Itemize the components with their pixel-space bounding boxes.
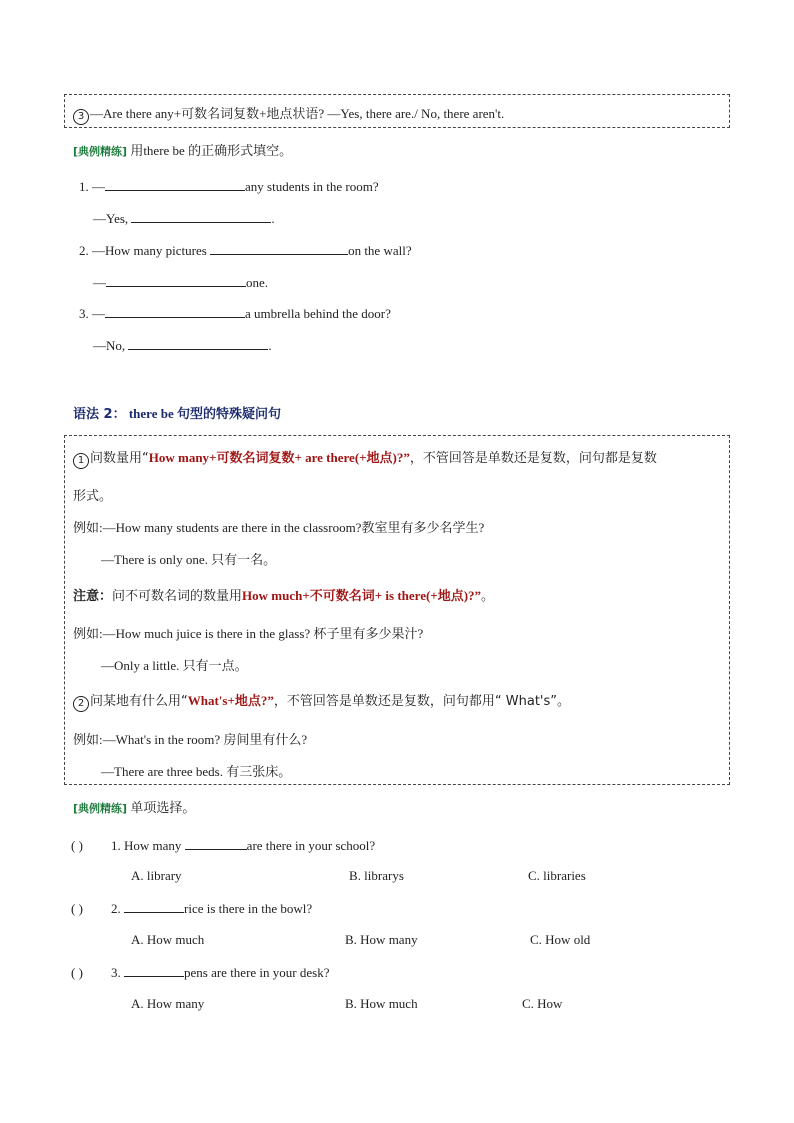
answer-blank[interactable] (105, 305, 245, 318)
question-1b (93, 210, 275, 227)
question-prefix: — (92, 306, 105, 321)
example-2-question: 例如:—How much juice is there in the glass? 杯子里有多少果汁? (73, 626, 424, 641)
rule-1-continuation: 形式。 (73, 489, 113, 504)
question-number: 3. (79, 306, 89, 321)
question-text: rice is there in the bowl? (184, 901, 313, 916)
question-2b (93, 274, 268, 291)
question-1a (79, 178, 379, 195)
example-2-answer: —Only a little. 只有一点。 (101, 658, 248, 673)
question-number: 2. (79, 243, 89, 258)
option-a[interactable]: A. library (131, 868, 182, 883)
option-a[interactable]: A. How many (131, 996, 205, 1011)
answer-blank[interactable] (124, 900, 184, 913)
question-3a (79, 305, 391, 322)
grammar-title: 句型的特殊疑问句 (176, 407, 281, 422)
question-text: one. (246, 275, 269, 290)
practice-instruction: 用there be 的正确形式填空。 (130, 143, 293, 158)
rule-1-line (73, 447, 657, 469)
rule-text: ，不管回答是单数还是复数，问句都是复数 (409, 451, 657, 466)
circled-number: 1 (73, 453, 89, 469)
answer-blank[interactable] (105, 178, 245, 191)
note-label: 注意： (73, 589, 113, 604)
option-c[interactable]: C. libraries (528, 868, 586, 883)
mc-question-3 (71, 964, 329, 981)
rule-2-line (73, 690, 570, 712)
question-prefix: — (93, 275, 106, 290)
question-2a (79, 242, 412, 259)
example-3-question: 例如:—What's in the room? 房间里有什么? (73, 732, 308, 747)
question-prefix: —Yes, (93, 211, 129, 226)
grammar-keyword: there be (128, 406, 174, 421)
rule3-line (73, 103, 504, 125)
answer-paren[interactable]: ( ) (71, 901, 83, 916)
practice2-header (73, 797, 195, 816)
answer-blank[interactable] (131, 210, 271, 223)
question-text: any students in the room? (245, 179, 379, 194)
question-text: . (268, 338, 272, 353)
question-text: pens are there in your desk? (184, 965, 330, 980)
option-b[interactable]: B. How much (345, 996, 418, 1011)
example-1-answer: —There is only one. 只有一名。 (101, 552, 277, 567)
question-text: on the wall? (348, 243, 412, 258)
rule-formula: What's+地点?” (187, 693, 274, 708)
note-text: 问不可数名词的数量用 (112, 589, 243, 604)
answer-blank[interactable] (124, 964, 184, 977)
circled-number: 2 (73, 696, 89, 712)
answer-paren[interactable]: ( ) (71, 965, 83, 980)
grammar-label: 语法 2： (73, 407, 126, 422)
question-prefix: —No, (93, 338, 126, 353)
answer-blank[interactable] (106, 274, 246, 287)
question-text: a umbrella behind the door? (245, 306, 391, 321)
circled-number: 3 (73, 109, 89, 125)
mc-question-2 (71, 900, 312, 917)
question-number: 3. (111, 965, 121, 980)
practice-tag: [典例精练] (73, 145, 128, 158)
rule-text: 问某地有什么用“ (90, 694, 188, 709)
rule3-text: —Are there any+可数名词复数+地点状语? —Yes, there are./ No, there aren't. (90, 106, 505, 121)
question-3b (93, 337, 272, 354)
answer-blank[interactable] (210, 242, 348, 255)
grammar2-heading (73, 403, 281, 422)
option-b[interactable]: B. How many (345, 932, 418, 947)
question-number: 2. (111, 901, 121, 916)
note-line (73, 585, 494, 604)
rule-text: ，不管回答是单数还是复数，问句都用“ What's”。 (273, 694, 570, 709)
question-text: are there in your school? (246, 838, 376, 853)
note-formula: How much+不可数名词+ is there(+地点)?” (242, 588, 482, 603)
answer-blank[interactable] (185, 837, 247, 850)
example-3-answer: —There are three beds. 有三张床。 (101, 764, 292, 779)
option-c[interactable]: C. How (522, 996, 563, 1011)
option-b[interactable]: B. librarys (349, 868, 404, 883)
example-1-question: 例如:—How many students are there in the classroom?教室里有多少名学生? (73, 520, 485, 535)
mc-question-1 (71, 837, 375, 854)
practice-instruction: 单项选择。 (130, 801, 196, 816)
practice1-header (73, 140, 292, 159)
question-prefix: —How many pictures (92, 243, 207, 258)
option-a[interactable]: A. How much (131, 932, 205, 947)
practice-tag: [典例精练] (73, 802, 128, 815)
answer-blank[interactable] (128, 337, 268, 350)
rule-formula: How many+可数名词复数+ are there(+地点)?” (148, 450, 410, 465)
rule-text: 问数量用“ (90, 451, 149, 466)
question-text: . (271, 211, 275, 226)
answer-paren[interactable]: ( ) (71, 838, 83, 853)
question-number: 1. (111, 838, 121, 853)
option-c[interactable]: C. How old (530, 932, 591, 947)
question-prefix: — (92, 179, 105, 194)
question-number: 1. (79, 179, 89, 194)
note-text: 。 (481, 589, 495, 604)
question-prefix: How many (124, 838, 182, 853)
